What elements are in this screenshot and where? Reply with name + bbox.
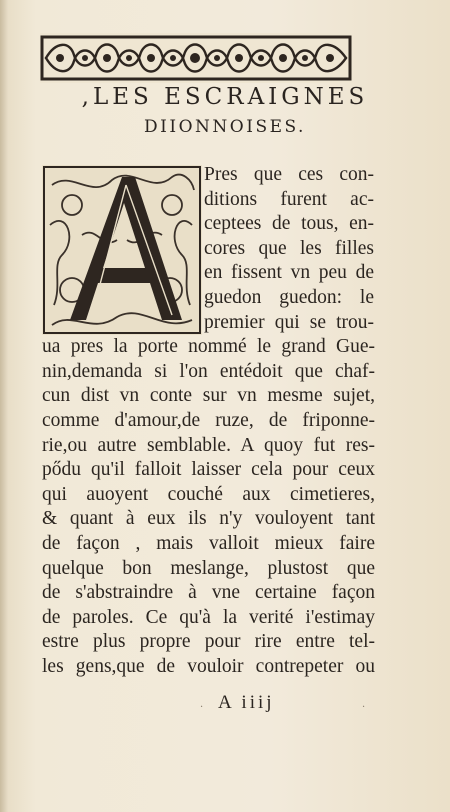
- text-line: en fissent vn peu de: [204, 262, 374, 284]
- text-line: de façon , mais valloit mieux faire: [42, 533, 375, 554]
- text-line: pődu qu'il falloit laisser cela pour ceux: [42, 459, 375, 481]
- text-line: ceptees de tous, en-: [204, 213, 374, 235]
- text-line: rie,ou autre semblable. A quoy fut res-: [42, 434, 375, 456]
- text-line: ua pres la porte nommé le grand Gue-: [42, 336, 375, 358]
- text-line: de s'abstraindre à vne certaine façon: [42, 582, 375, 604]
- text-line: ditions furent ac-: [204, 188, 374, 210]
- text-line: premier qui se trou-: [204, 311, 374, 333]
- signature-mark-right: ·: [362, 702, 366, 713]
- running-head-title: ,LES ESCRAIGNES: [81, 84, 369, 110]
- decorated-initial-letter: [42, 165, 202, 335]
- text-line: cores que les filles: [204, 237, 374, 259]
- text-line: comme d'amour,de ruze, de friponne-: [42, 410, 375, 431]
- text-line: nin,demanda si l'on entédoit que chaf-: [42, 360, 375, 382]
- text-line: qui auoyent couché aux cimetieres,: [42, 483, 375, 505]
- ornamental-headpiece: [40, 33, 352, 83]
- text-line: quelque bon meslange, plustost que: [42, 557, 375, 579]
- signature-mark-left: ·: [200, 702, 204, 713]
- text-line: & quant à eux ils n'y vouloyent tant: [42, 508, 375, 530]
- text-line: de paroles. Ce qu'à la verité i'estimay: [42, 606, 375, 628]
- text-line: estre plus propre pour rire entre tel-: [42, 631, 375, 653]
- text-line: Pres que ces con-: [204, 164, 374, 185]
- signature-mark: A iiij: [218, 692, 275, 713]
- running-head-subtitle: DIIONNOISES.: [144, 117, 306, 137]
- text-line: guedon guedon: le: [204, 287, 374, 308]
- text-line: cun dist vn conte sur vn mesme sujet,: [42, 385, 375, 407]
- text-line: les gens,que de vouloir contrepeter ou: [42, 656, 375, 677]
- decorated-initial: [42, 165, 202, 335]
